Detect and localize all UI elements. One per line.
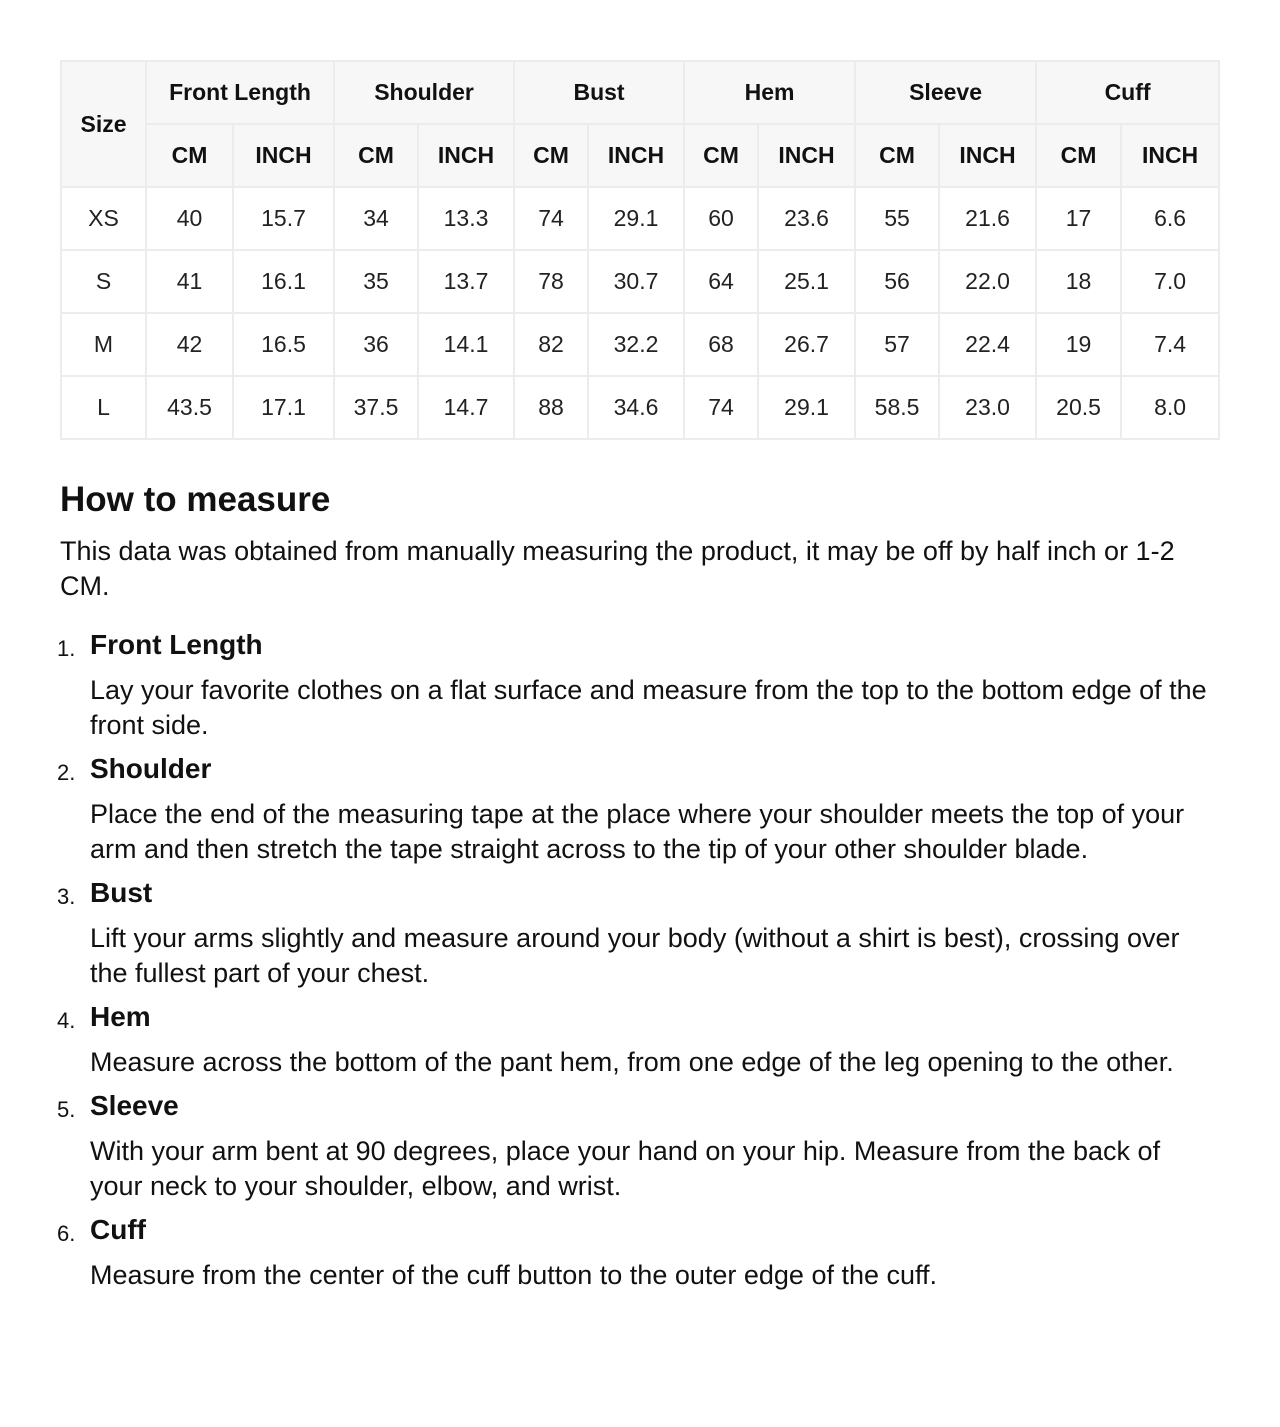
header-sleeve: Sleeve (855, 61, 1036, 124)
size-cell: M (61, 313, 146, 376)
unit-cm-header: CM (684, 124, 758, 187)
table-row (61, 187, 1219, 250)
header-cuff: Cuff (1036, 61, 1219, 124)
unit-inch-header: INCH (939, 124, 1036, 187)
list-item-front-length (57, 628, 1220, 743)
size-cell: S (61, 250, 146, 313)
step-title: Bust (90, 877, 153, 908)
table-cell: 60 (684, 187, 758, 250)
table-cell: 57 (855, 313, 939, 376)
table-cell: 34.6 (588, 376, 684, 439)
table-cell: 13.3 (418, 187, 514, 250)
step-number: 6. (57, 1221, 76, 1246)
step-title: Cuff (90, 1214, 146, 1245)
table-cell: 64 (684, 250, 758, 313)
how-to-measure-intro: This data was obtained from manually measuring the product, it may be off by half inch or 1-2 CM. (60, 536, 1175, 601)
table-cell: 19 (1036, 313, 1121, 376)
header-hem: Hem (684, 61, 855, 124)
table-cell: 68 (684, 313, 758, 376)
step-number: 5. (57, 1097, 76, 1122)
header-shoulder: Shoulder (334, 61, 514, 124)
list-item-cuff (57, 1213, 1220, 1293)
table-cell: 25.1 (758, 250, 855, 313)
step-title: Front Length (90, 629, 263, 660)
unit-inch-header: INCH (418, 124, 514, 187)
size-cell: XS (61, 187, 146, 250)
size-chart-table (60, 60, 1220, 440)
step-description: Measure across the bottom of the pant hem, from one edge of the leg opening to the other. (90, 1047, 1174, 1077)
unit-cm-header: CM (514, 124, 588, 187)
list-item-hem (57, 1000, 1220, 1080)
table-header-row-units (61, 124, 1219, 187)
unit-cm-header: CM (146, 124, 233, 187)
table-cell: 13.7 (418, 250, 514, 313)
table-cell: 41 (146, 250, 233, 313)
table-cell: 17 (1036, 187, 1121, 250)
table-row (61, 376, 1219, 439)
table-cell: 32.2 (588, 313, 684, 376)
step-description: Lay your favorite clothes on a flat surface and measure from the top to the bottom edge of the front side. (90, 675, 1207, 740)
measure-steps-list (57, 628, 1220, 1293)
step-number: 1. (57, 636, 76, 661)
table-cell: 17.1 (233, 376, 334, 439)
table-cell: 82 (514, 313, 588, 376)
how-to-measure-title: How to measure (60, 480, 331, 519)
table-cell: 14.7 (418, 376, 514, 439)
table-cell: 20.5 (1036, 376, 1121, 439)
table-cell: 18 (1036, 250, 1121, 313)
table-cell: 26.7 (758, 313, 855, 376)
table-cell: 23.0 (939, 376, 1036, 439)
table-cell: 43.5 (146, 376, 233, 439)
list-item-shoulder (57, 752, 1220, 867)
table-header-row-groups (61, 61, 1219, 124)
unit-cm-header: CM (334, 124, 418, 187)
unit-inch-header: INCH (233, 124, 334, 187)
table-cell: 29.1 (758, 376, 855, 439)
table-cell: 78 (514, 250, 588, 313)
step-title: Sleeve (90, 1090, 179, 1121)
list-item-sleeve (57, 1089, 1220, 1204)
step-title: Hem (90, 1001, 151, 1032)
step-description: Measure from the center of the cuff button to the outer edge of the cuff. (90, 1260, 938, 1290)
table-cell: 22.0 (939, 250, 1036, 313)
step-description: Place the end of the measuring tape at the place where your shoulder meets the top of your arm and then stretch the tape straight across to the tip of your other shoulder blade. (90, 799, 1185, 864)
unit-cm-header: CM (1036, 124, 1121, 187)
table-cell: 55 (855, 187, 939, 250)
size-cell: L (61, 376, 146, 439)
unit-inch-header: INCH (588, 124, 684, 187)
table-cell: 88 (514, 376, 588, 439)
table-cell: 16.5 (233, 313, 334, 376)
table-cell: 34 (334, 187, 418, 250)
table-row (61, 313, 1219, 376)
table-cell: 58.5 (855, 376, 939, 439)
step-description: Lift your arms slightly and measure around your body (without a shirt is best), crossing over the fullest part of your chest. (90, 923, 1180, 988)
size-header: Size (61, 61, 146, 187)
table-cell: 74 (684, 376, 758, 439)
table-cell: 8.0 (1121, 376, 1219, 439)
step-title: Shoulder (90, 753, 212, 784)
table-cell: 16.1 (233, 250, 334, 313)
unit-inch-header: INCH (758, 124, 855, 187)
table-cell: 36 (334, 313, 418, 376)
table-row (61, 250, 1219, 313)
table-cell: 15.7 (233, 187, 334, 250)
table-cell: 74 (514, 187, 588, 250)
table-cell: 56 (855, 250, 939, 313)
unit-inch-header: INCH (1121, 124, 1219, 187)
table-cell: 29.1 (588, 187, 684, 250)
table-cell: 40 (146, 187, 233, 250)
table-cell: 23.6 (758, 187, 855, 250)
table-cell: 30.7 (588, 250, 684, 313)
step-number: 4. (57, 1008, 76, 1033)
header-front-length: Front Length (146, 61, 334, 124)
table-cell: 21.6 (939, 187, 1036, 250)
step-number: 3. (57, 884, 76, 909)
table-cell: 14.1 (418, 313, 514, 376)
table-cell: 7.4 (1121, 313, 1219, 376)
table-cell: 7.0 (1121, 250, 1219, 313)
step-number: 2. (57, 760, 76, 785)
unit-cm-header: CM (855, 124, 939, 187)
header-bust: Bust (514, 61, 684, 124)
table-cell: 6.6 (1121, 187, 1219, 250)
table-cell: 35 (334, 250, 418, 313)
table-cell: 37.5 (334, 376, 418, 439)
table-cell: 22.4 (939, 313, 1036, 376)
step-description: With your arm bent at 90 degrees, place your hand on your hip. Measure from the back of your neck to your shoulder, elbow, and wrist. (90, 1136, 1161, 1201)
table-cell: 42 (146, 313, 233, 376)
list-item-bust (57, 876, 1220, 991)
